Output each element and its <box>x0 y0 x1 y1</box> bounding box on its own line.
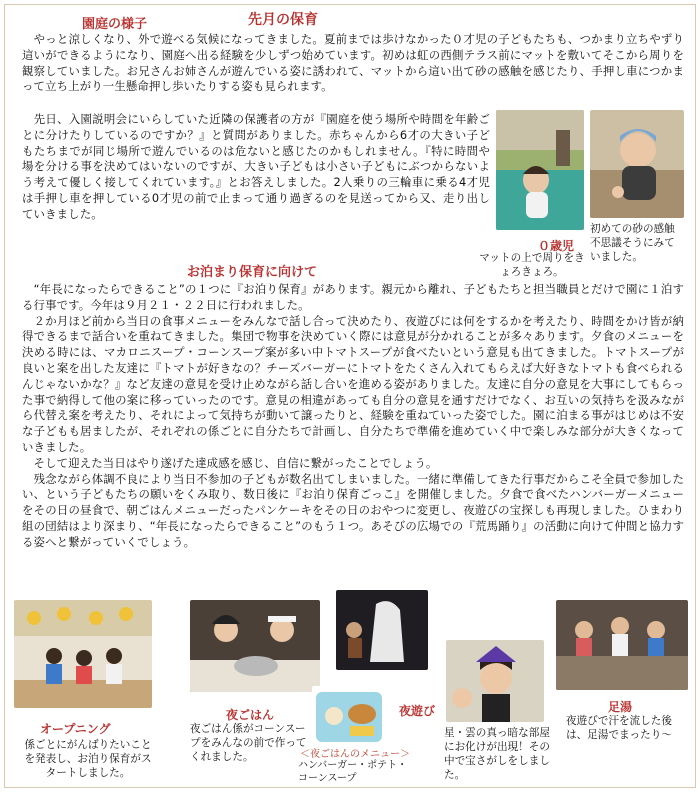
sand-photo <box>590 110 684 218</box>
opening-title: オープニング <box>40 722 111 736</box>
garden-paragraph-1 <box>22 32 684 95</box>
night-play-caption: 星・雲の真っ暗な部屋にお化けが出現！その中で宝さがしをしました。 <box>444 727 550 781</box>
menu-title: ＜夜ごはんのメニュー＞ <box>300 749 410 760</box>
footbath-photo <box>556 600 688 690</box>
dinner-photo <box>190 600 320 692</box>
opening-photo <box>14 600 152 708</box>
garden-text-1: やっと涼しくなり、外で遊べる気候になってきました。夏前までは歩けなかった０才児の子どもたちも、つかまり立ちやずり這いができるようになり、園庭へ出る経験を少しずつ始めています。初めは虹の西側テラス前にマットを敷いてそこから周りを観察していました。お兄さんお姉さんが遊んでいる姿に誘われて、マットから這い出て砂の感触を感じたり、手押し車につかまって立ち上がり一生懸命押し歩いたりする姿も見られます。 <box>22 32 684 94</box>
menu-items: ハンバーガー・ポテト・コーンスープ <box>298 760 408 784</box>
infant-caption-title: ０歳児 <box>538 239 575 253</box>
overnight-text-3: そして迎えた当日はやり遂げた達成感を感じ、自信に繋がったことでしょう。 <box>22 455 438 470</box>
overnight-paragraphs <box>22 282 684 551</box>
night-play-title: 夜遊び <box>399 704 436 718</box>
ghost-girl-photo <box>446 640 544 722</box>
sand-caption: 初めての砂の感触不思議そうにみていました。 <box>590 223 675 263</box>
infant-mat-photo <box>496 110 584 230</box>
dinner-caption: 夜ごはん係がコーンスープをみんなの前で作ってくれました。 <box>190 723 307 763</box>
page-title: 先月の保育 <box>248 12 318 28</box>
section-title-overnight: お泊まり保育に向けて <box>187 265 318 280</box>
garden-paragraph-2 <box>22 112 490 223</box>
overnight-text-2: ２か月ほど前から当日の食事メニューをみんなで話し合って決めたり、夜遊びには何をするかを考えたり、時間をかけ皆が納得できるまで話合いを重ねてきました。集団で物事を決めていく際には意見が分かれることが多々あります。夕食のメニューを決める時には、マカロニスープ・コーンスープ案が多い中トマトスープが食べたいという意見も出てきました。トマトスープが良いと案を出した友達に『トマトが好きなの？チーズバーガーにトマトをたくさん入れてもらえば大好きなトマトも食べられるんじゃないかな？』など友達の意見を受け止めながら話し合いを進める姿がありました。友達に自分の意見を大事にしてもらった事で納得して他の案に移っていったのです。意見の相違があっても自分の意見を通すだけでなく、お互いの気持ちを汲みながら代替え案を考えたり、それによって気持ちが動いて譲ったりと、経験を重ねていった姿でした。園に泊まる事がはじめは不安な子どもも居ましたが、それぞれの係ごとに自分たちで計画し、自分たちで準備を進めていく中で楽しみな部分が大きくなっていきました。 <box>22 313 684 454</box>
garden-text-2: 先日、入園説明会にいらしていた近隣の保護者の方が『園庭を使う場所や時間を年齢ごとに分けたりしているのですか？』と質問がありました。赤ちゃんから6才の大きい子どもたちまでが同じ場所で遊んでいるのは危ないと感じたのかもしれません。『特に時間や場を分ける事を決めてはいないのですが、大きい子どもは小さい子どもにぶつからないよう考えて優しく接してくれています。』とお答えしました。2人乗りの三輪車に乗る4才児は手押し車を押している0才児の前で止まって通り過ぎるのを見送ってから又、走り出していきました。 <box>22 112 490 221</box>
overnight-text-1: “年長になったらできること”の１つに『お泊り保育』があります。親元から離れ、子どもたちと担当職員とだけで園に１泊する行事です。今年は９月２１・２２日に行われました。 <box>22 282 684 312</box>
infant-caption: マットの上で周りをきょろきょろ。 <box>479 252 585 278</box>
overnight-text-4: 残念ながら体調不良により当日不参加の子どもが数名出てしまいました。一緒に準備してきた行事だからこそ全員で参加したい、という子どもたちの願いをくみ取り、数日後に『お泊り保育ごっこ』を開催しました。夕食で食べたハンバーガーメニューをその日の昼食で、朝ごはんメニューだったパンケーキをその日のおやつに変更し、夜遊びの宝探しも再現しました。ひまわり組の団結はより深まり、“年長になったらできること”のもう１つ。あそびの広場での『荒馬踊り』の活動に向けて仲間と協力する姿へと繋がっていくでしょう。 <box>22 471 684 549</box>
footbath-caption: 夜遊びで汗を流した後は、足湯でまったり〜 <box>566 715 672 741</box>
footbath-title: 足湯 <box>608 700 633 714</box>
dinner-menu-photo <box>312 686 386 746</box>
opening-caption: 係ごとにがんばりたいことを発表し、お泊り保育がスタートしました。 <box>24 739 152 779</box>
dinner-title: 夜ごはん <box>226 708 275 722</box>
section-title-garden: 園庭の様子 <box>82 17 148 32</box>
night-play-photo <box>336 590 428 670</box>
